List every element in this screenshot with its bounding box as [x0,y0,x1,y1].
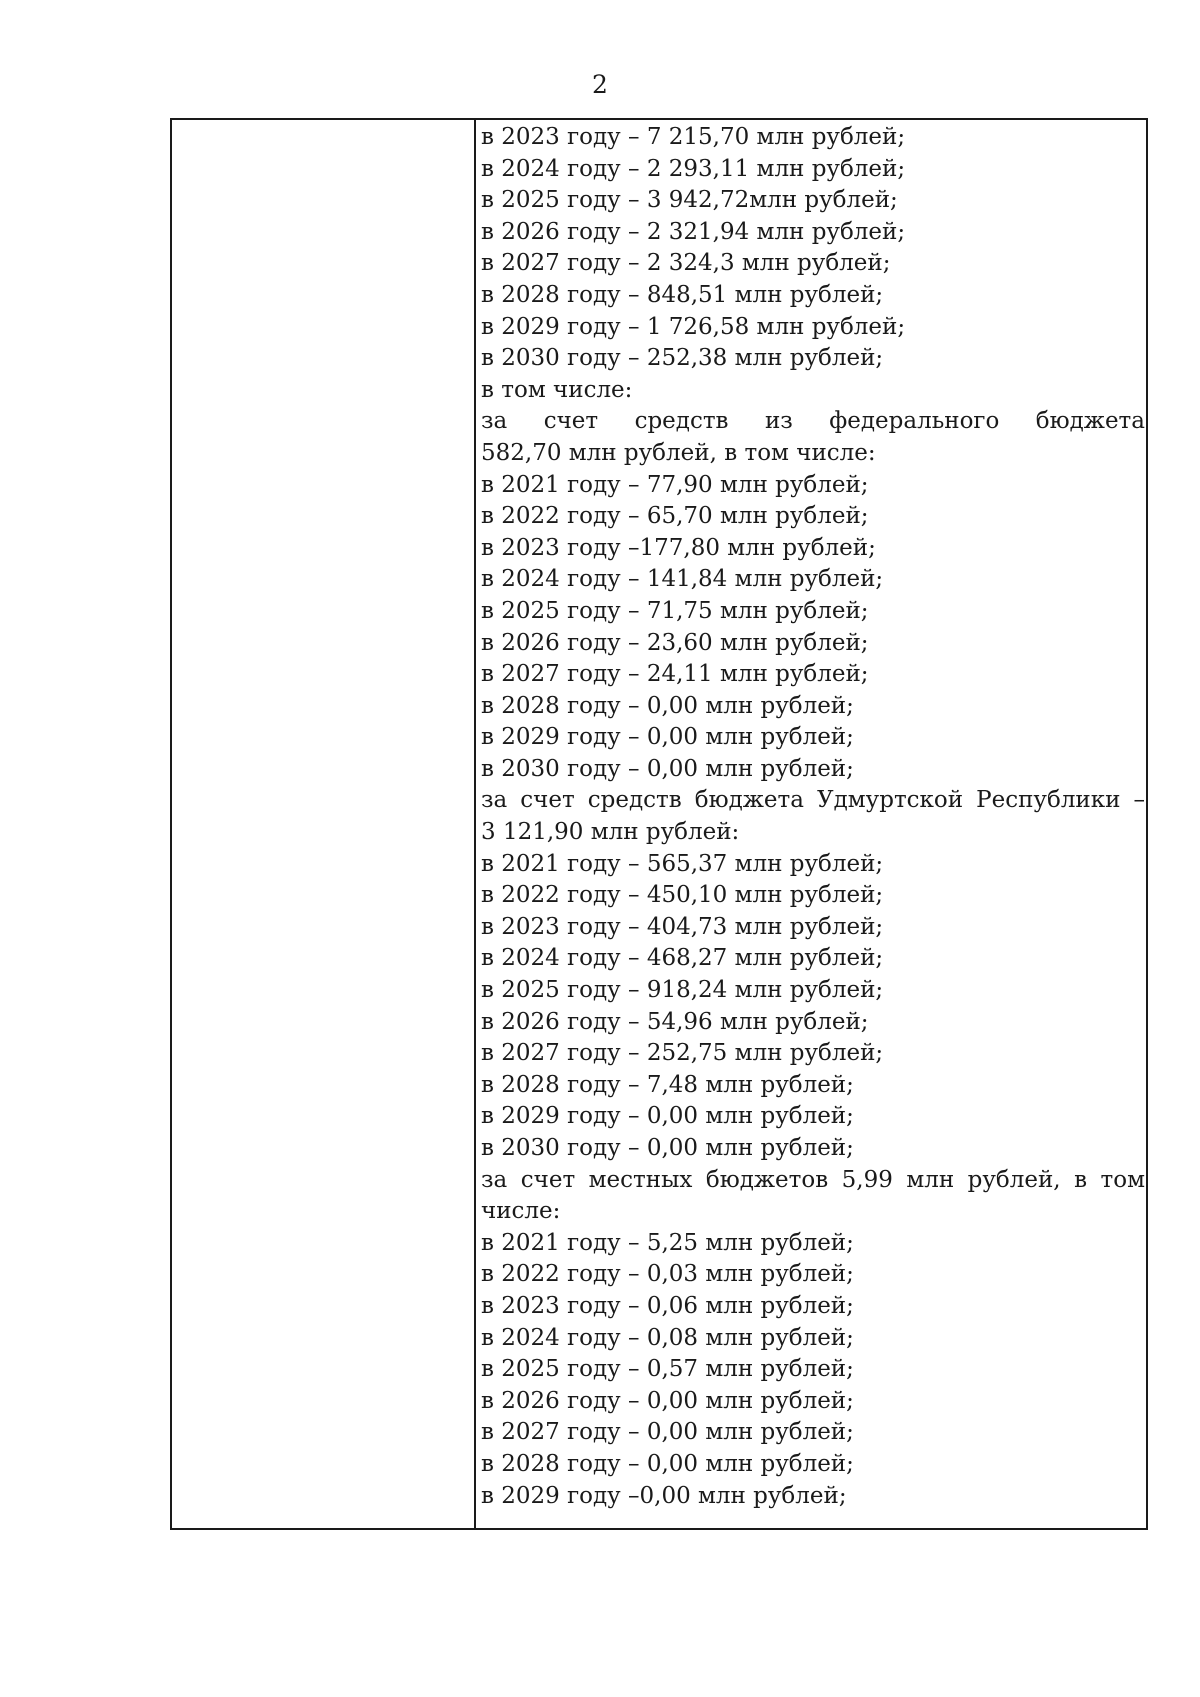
funding-line: в 2021 году – 565,37 млн рублей; [481,850,884,877]
funding-line: в 2026 году – 2 321,94 млн рублей; [481,218,906,245]
funding-line: в 2024 году – 0,08 млн рублей; [481,1324,854,1351]
funding-line: в 2026 году – 0,00 млн рублей; [481,1387,854,1414]
funding-line: в 2023 году – 7 215,70 млн рублей; [481,124,906,150]
funding-line: за счет местных бюджетов 5,99 млн рублей, в том [481,1166,1145,1193]
funding-line: в 2025 году – 3 942,72млн рублей; [481,187,898,214]
funding-line: в 2030 году – 252,38 млн рублей; [481,345,884,372]
table-cell-funding-text [481,122,1145,1512]
funding-line: 582,70 млн рублей, в том числе: [481,439,876,466]
funding-line: в 2023 году – 404,73 млн рублей; [481,913,884,940]
funding-line: в 2025 году – 0,57 млн рублей; [481,1356,854,1383]
funding-line: числе: [481,1198,561,1225]
funding-line: в 2030 году – 0,00 млн рублей; [481,1135,854,1161]
funding-line: в 2026 году – 54,96 млн рублей; [481,1008,869,1035]
funding-line: в 2021 году – 5,25 млн рублей; [481,1229,854,1256]
funding-line: в 2028 году – 0,00 млн рублей; [481,692,854,719]
funding-line: в 2022 году – 65,70 млн рублей; [481,503,869,530]
funding-line: в 2028 году – 7,48 млн рублей; [481,1071,854,1098]
funding-line: в 2024 году – 468,27 млн рублей; [481,945,884,972]
funding-line: 3 121,90 млн рублей: [481,819,740,846]
funding-line: в 2027 году – 2 324,3 млн рублей; [481,250,891,277]
funding-line: в 2022 году – 0,03 млн рублей; [481,1261,854,1288]
funding-line: в 2029 году – 0,00 млн рублей; [481,1103,854,1130]
funding-line: в 2027 году – 0,00 млн рублей; [481,1419,854,1446]
funding-line: в 2026 году – 23,60 млн рублей; [481,629,869,656]
funding-line: в 2027 году – 24,11 млн рублей; [481,661,869,688]
funding-line: в 2022 году – 450,10 млн рублей; [481,882,884,909]
funding-line: в том числе: [481,376,633,403]
funding-line: в 2024 году – 2 293,11 млн рублей; [481,155,906,182]
funding-line: в 2030 году – 0,00 млн рублей; [481,755,854,782]
funding-line: в 2027 году – 252,75 млн рублей; [481,1040,884,1067]
funding-line: за счет средств бюджета Удмуртской Республики – [481,787,1145,814]
funding-line: в 2029 году – 0,00 млн рублей; [481,724,854,751]
funding-line: в 2025 году – 71,75 млн рублей; [481,597,869,624]
funding-line: в 2028 году – 0,00 млн рублей; [481,1450,854,1477]
funding-line: в 2021 году – 77,90 млн рублей; [481,471,869,498]
funding-line: в 2029 году – 1 726,58 млн рублей; [481,313,906,340]
funding-line: за счет средств из федерального бюджета [481,408,1145,435]
table-cell-left-empty [172,120,474,1528]
funding-line: в 2023 году – 0,06 млн рублей; [481,1292,854,1319]
funding-table [170,118,1148,1530]
funding-line: в 2029 году –0,00 млн рублей; [481,1482,847,1509]
funding-line: в 2024 году – 141,84 млн рублей; [481,566,884,593]
column-divider [474,120,476,1528]
page-number: 2 [592,70,608,99]
funding-line: в 2023 году –177,80 млн рублей; [481,534,876,561]
funding-line: в 2028 году – 848,51 млн рублей; [481,281,884,308]
funding-line: в 2025 году – 918,24 млн рублей; [481,977,884,1004]
